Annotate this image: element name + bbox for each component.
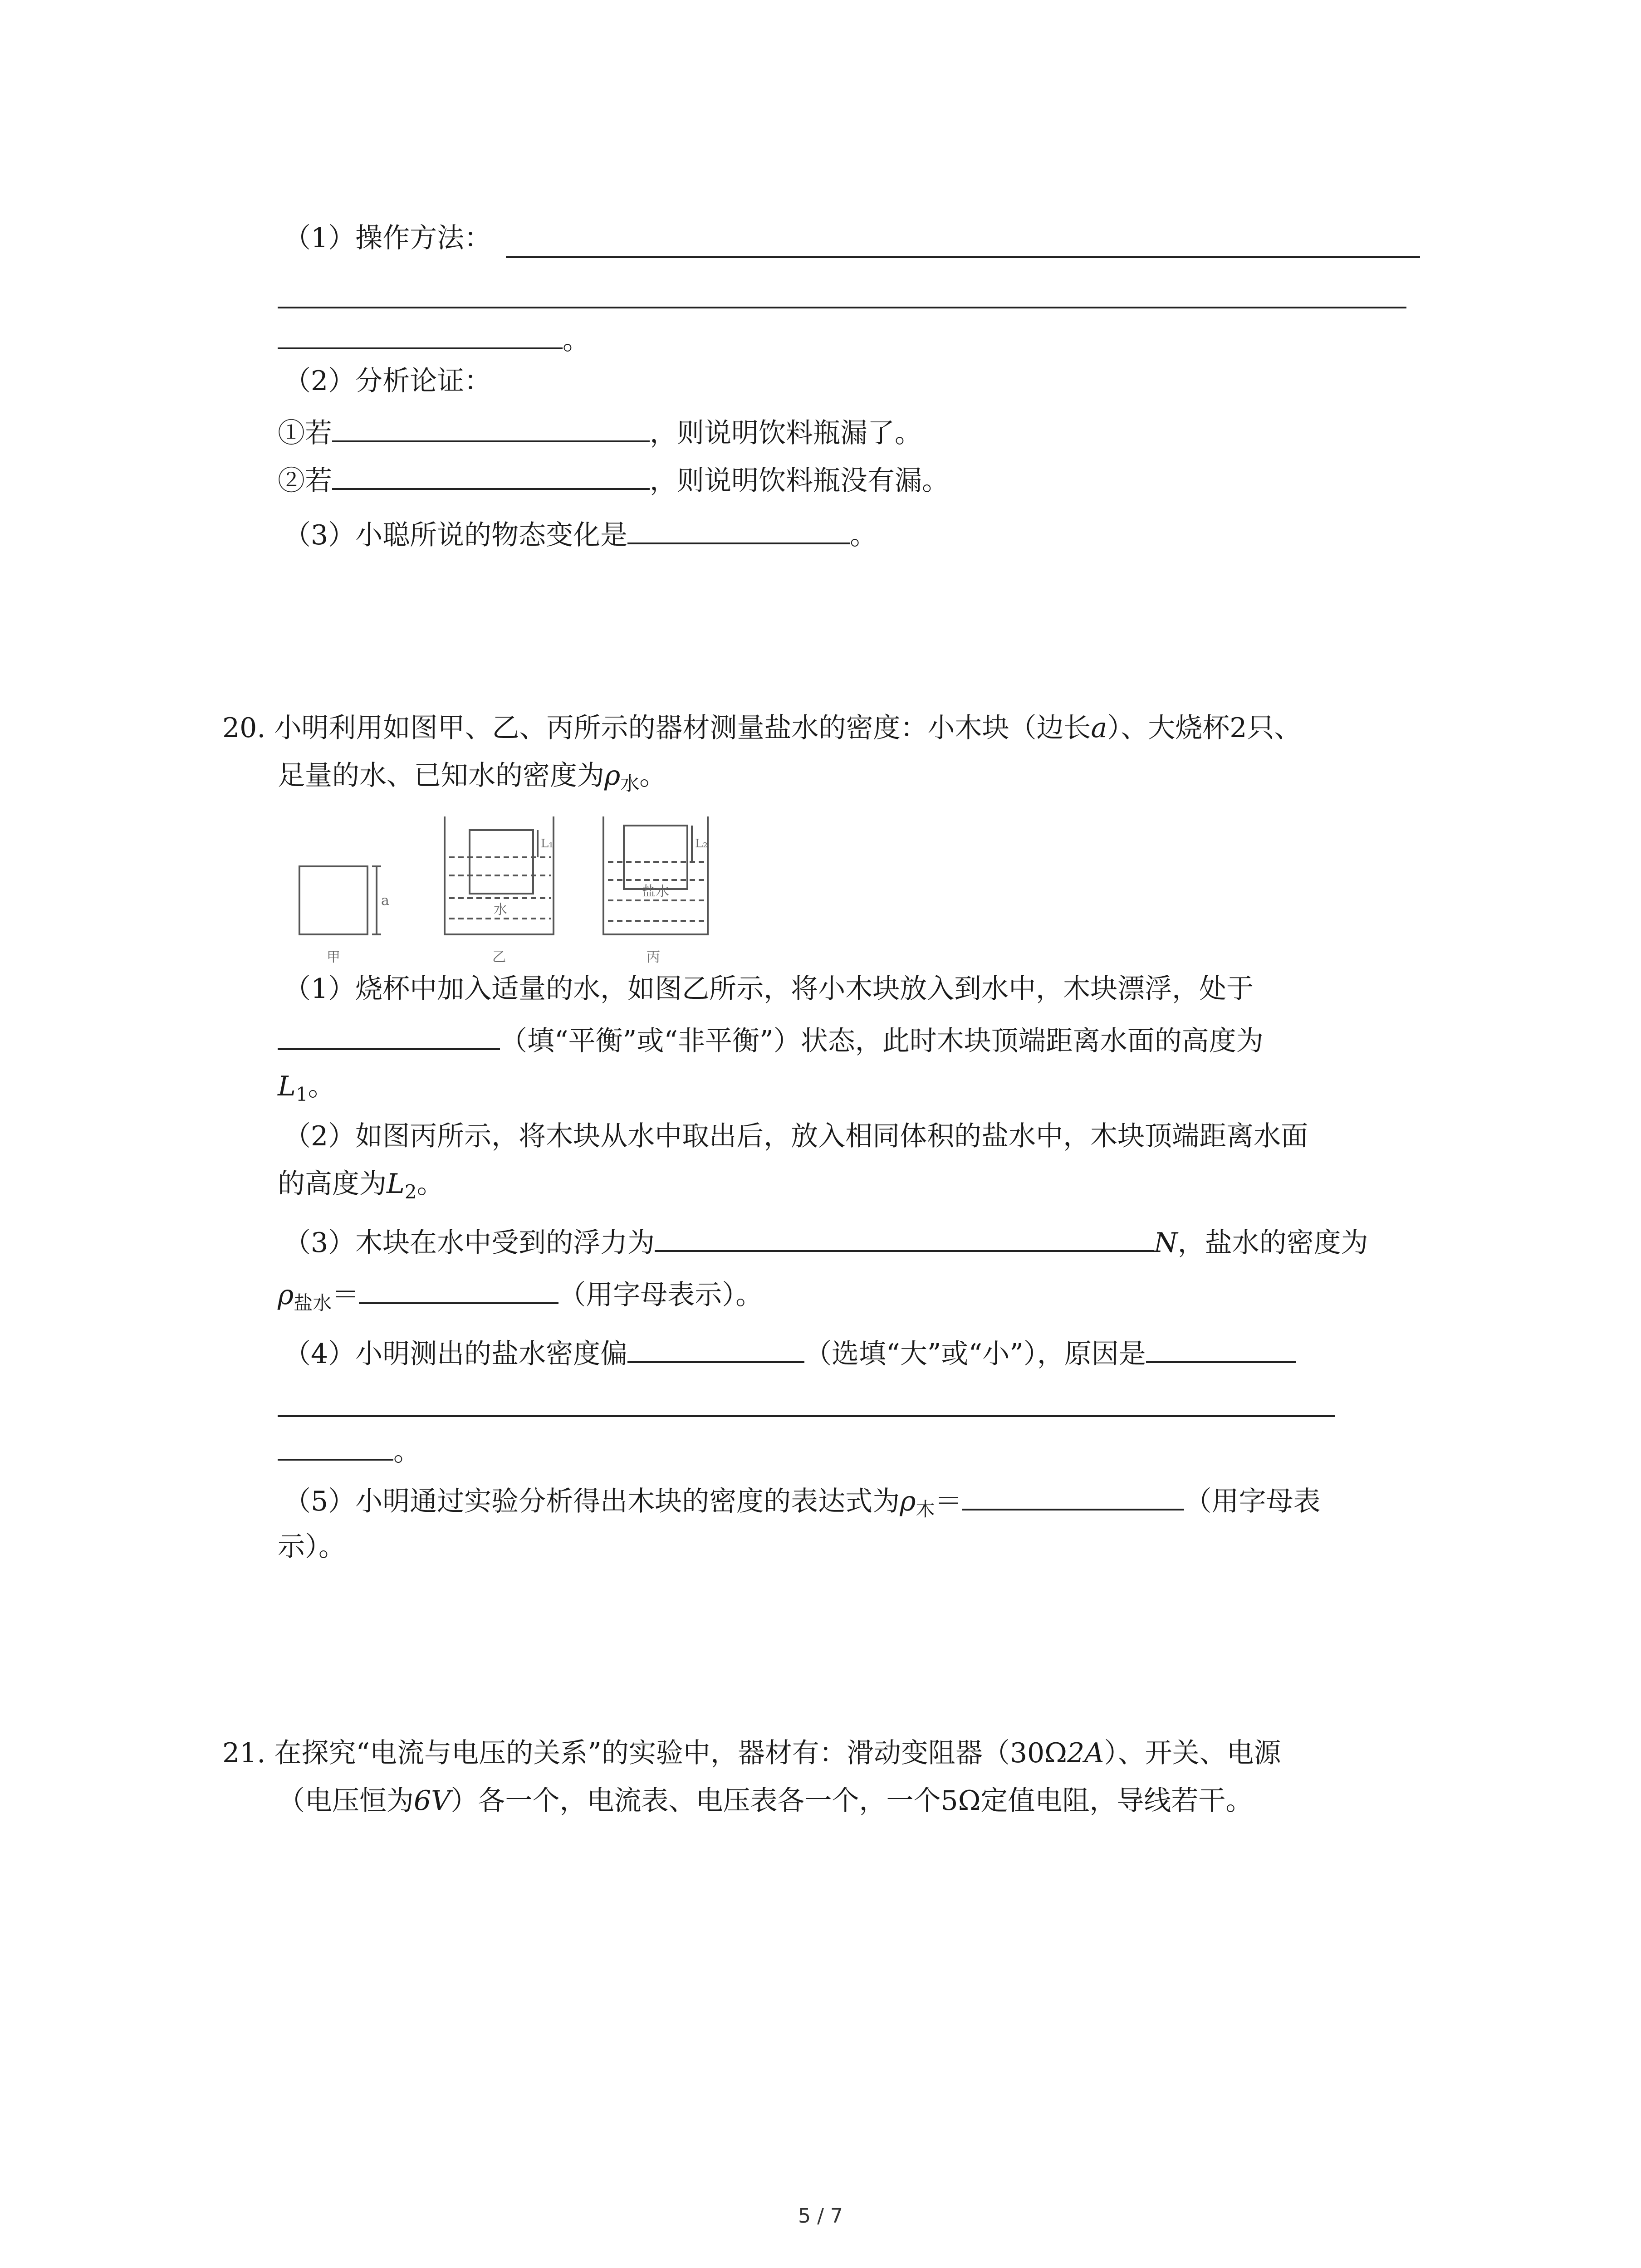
page-number: 5 / 7	[798, 2204, 843, 2228]
q19-answer-blank-3[interactable]	[278, 318, 563, 349]
label-bing: 丙	[647, 949, 660, 965]
label-L1: L₁	[541, 837, 554, 850]
q20-part3-line-1: （3）木块在水中受到的浮力为 N，盐水的密度为	[284, 1220, 1368, 1261]
q19-answer-line-2[interactable]	[278, 307, 1406, 308]
q20-part1-blank[interactable]	[278, 1018, 500, 1050]
q20-part1-line-3: $L_1$。	[278, 1070, 335, 1105]
label-jia: 甲	[327, 949, 340, 965]
q20-stem-line-2: 足量的水、已知水的密度为$\rho_水$。	[278, 760, 667, 795]
label-L2: L₂	[695, 837, 708, 850]
q20-number: 20.	[222, 712, 266, 744]
q19-condition-1-blank[interactable]	[332, 411, 650, 442]
q20-part5-line-2: 示）。	[278, 1531, 346, 1563]
q19-condition-1: ①若 ，则说明饮料瓶漏了。	[278, 411, 922, 451]
q19-part3-blank[interactable]	[627, 513, 850, 544]
q20-part5-line-1: （5）小明通过实验分析得出木块的密度的表达式为$\rho_木=$ （用字母表	[284, 1479, 1320, 1528]
q20-part4-line-1: （4）小明测出的盐水密度偏 （选填“大”或“小”），原因是	[284, 1331, 1296, 1372]
label-water: 水	[494, 902, 507, 918]
q19-condition-2: ②若 ，则说明饮料瓶没有漏。	[278, 458, 949, 499]
q20-stem-line-1: 20. 小明利用如图甲、乙、丙所示的器材测量盐水的密度：小木块（边长a）、大烧杯2只、	[222, 712, 1302, 744]
wood-block-yi	[470, 830, 533, 894]
q20-reason-blank-3[interactable]	[278, 1429, 393, 1461]
q19-part2-label: （2）分析论证：	[284, 365, 492, 397]
q20-part3-line-2: $\rho_{盐水}=$ （用字母表示）。	[278, 1272, 763, 1321]
q19-answer-line-3: 。	[278, 318, 590, 358]
q20-reason-blank-2[interactable]	[278, 1415, 1335, 1417]
q20-part1-line-1: （1）烧杯中加入适量的水，如图乙所示，将小木块放入到水中，木块漂浮，处于	[284, 973, 1254, 1005]
q20-wood-density-blank[interactable]	[962, 1479, 1184, 1510]
label-yi: 乙	[492, 949, 506, 965]
q20-part1-line-2: （填“平衡”或“非平衡”）状态，此时木块顶端距离水面的高度为	[278, 1018, 1264, 1059]
q20-bias-blank[interactable]	[627, 1331, 804, 1363]
q19-answer-line-1[interactable]	[506, 256, 1420, 258]
q21-number: 21.	[222, 1737, 266, 1769]
label-a: a	[381, 893, 389, 909]
q20-part2-line-2: 的高度为$L_2$。	[278, 1168, 444, 1203]
q19-part1-label: （1）操作方法：	[284, 222, 492, 254]
q20-reason-blank-1[interactable]	[1146, 1331, 1296, 1363]
q21-stem-line-2: （电压恒为6V）各一个，电流表、电压表各一个，一个5Ω定值电阻，导线若干。	[278, 1785, 1253, 1817]
wood-block-jia	[299, 866, 367, 934]
q20-part2-line-1: （2）如图丙所示，将木块从水中取出后，放入相同体积的盐水中，木块顶端距离水面	[284, 1120, 1308, 1152]
q20-buoyancy-blank[interactable]	[655, 1220, 1154, 1252]
q20-part4-line-3: 。	[278, 1429, 421, 1470]
label-salt-water: 盐水	[642, 884, 669, 899]
q20-figure	[290, 812, 789, 975]
q19-condition-2-blank[interactable]	[332, 458, 650, 490]
q19-part3: （3）小聪所说的物态变化是 。	[284, 513, 877, 553]
q21-stem-line-1: 21. 在探究“电流与电压的关系”的实验中，器材有：滑动变阻器（30Ω2A）、开关、电源	[222, 1737, 1281, 1769]
q20-salt-density-blank[interactable]	[359, 1272, 558, 1304]
